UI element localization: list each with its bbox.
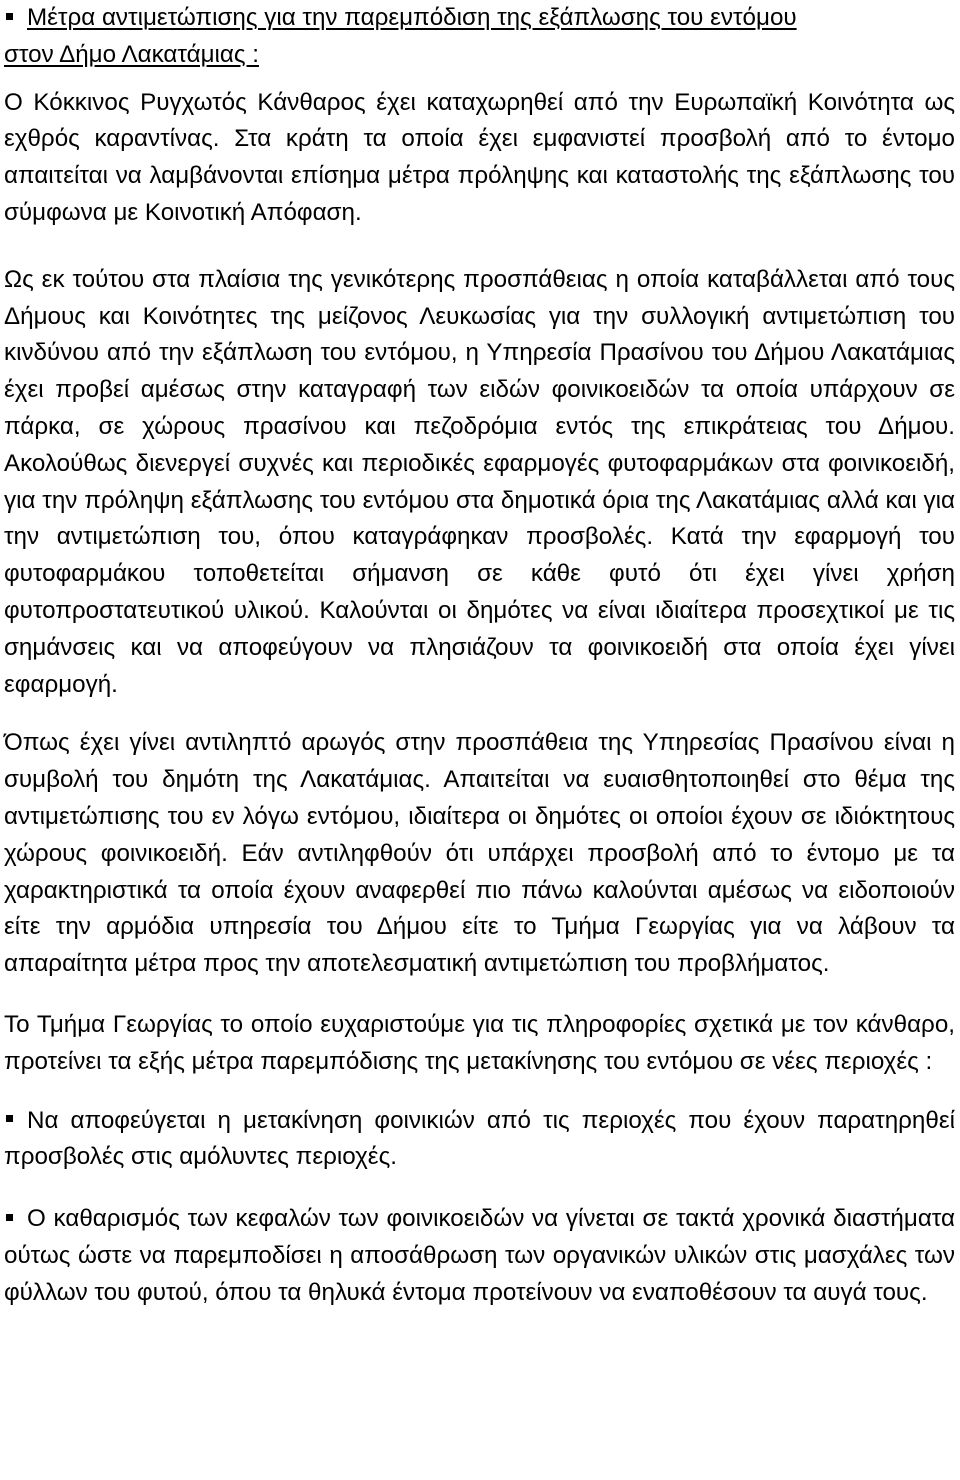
paragraph-green-service-actions: Ως εκ τούτου στα πλαίσια της γενικότερης προσπάθειας η οποία καταβάλλεται από τους Δήμους και Κοινότητες της μείζονος Λευκωσίας για την συλλογική αντιμετώπιση του κινδύνου από την εξάπλωση του εντόμου, η Υπηρεσία Πρασίνου του Δήμου Λακατάμιας έχει προβεί αμέσως στην καταγραφή των ειδών φοινικοειδών τα οποία υπάρχουν σε πάρκα, σε χώρους πρασίνου και πεζοδρόμια εντός της επικράτειας του Δήμου. Ακολούθως διενεργεί συχνές και περιοδικές εφαρμογές φυτοφαρμάκων στα φοινικοειδή, για την πρόληψη εξάπλωσης του εντόμου στα δημοτικά όρια της Λακατάμιας αλλά και για την αντιμετώπιση του, όπου καταγράφηκαν προσβολές. Κατά την εφαρμογή του φυτοφαρμάκου τοποθετείται σήμανση σε κάθε φυτό ότι έχει γίνει χρήση φυτοπροστατευτικού υλικού. Καλούνται οι δημότες να είναι ιδιαίτερα προσεχτικοί με τις σημάνσεις και να αποφεύγουν να πλησιάζουν τα φοινικοειδή στα οποία έχει γίνει εφαρμογή. — [4, 265, 955, 698]
square-bullet-icon — [6, 1214, 13, 1221]
bullet-item — [4, 1201, 955, 1311]
document-page — [4, 0, 955, 1312]
bullet-item-text: Ο καθαρισμός των κεφαλών των φοινικοειδών να γίνεται σε τακτά χρονικά διαστήματα ούτως ώστε να παρεμποδίσει η αποσάθρωση των οργανικών υλικών στις μασχάλες των φύλλων του φυτού, όπου τα θηλυκά έντομα προτείνουν να εναποθέσουν τα αυγά τους. — [4, 1205, 955, 1306]
bullet-item — [4, 1103, 955, 1177]
paragraph-quarantine-status: Ο Κόκκινος Ρυγχωτός Κάνθαρος έχει καταχωρηθεί από την Ευρωπαϊκή Κοινότητα ως εχθρός καραντίνας. Στα κράτη τα οποία έχει εμφανιστεί προσβολή από το έντομο απαιτείται να λαμβάνονται επίσημα μέτρα πρόληψης και καταστολής της εξάπλωσης του σύμφωνα με Κοινοτική Απόφαση. — [4, 88, 955, 226]
section-heading-line-1: Μέτρα αντιμετώπισης για την παρεμπόδιση της εξάπλωσης του εντόμου — [27, 4, 797, 31]
section-heading-line-2: στον Δήμο Λακατάμιας : — [4, 40, 259, 68]
square-bullet-icon — [6, 1115, 13, 1122]
section-heading-block — [4, 0, 955, 74]
bullet-item-text: Να αποφεύγεται η μετακίνηση φοινικιών από τις περιοχές που έχουν παρατηρηθεί προσβολές στις αμόλυντες περιοχές. — [4, 1106, 955, 1171]
paragraph-agriculture-dept: Το Τμήμα Γεωργίας το οποίο ευχαριστούμε για τις πληροφορίες σχετικά με τον κάνθαρο, προτείνει τα εξής μέτρα παρεμπόδισης της μετακίνησης του εντόμου σε νέες περιοχές : — [4, 1010, 955, 1075]
square-bullet-icon — [6, 13, 13, 20]
paragraph-citizen-role: Όπως έχει γίνει αντιληπτό αρωγός στην προσπάθεια της Υπηρεσίας Πρασίνου είναι η συμβολή του δημότη της Λακατάμιας. Απαιτείται να ευαισθητοποιηθεί στο θέμα της αντιμετώπισης του εν λόγω εντόμου, ιδιαίτερα οι δημότες οι οποίοι έχουν σε ιδιόκτητους χώρους φοινικοειδή. Εάν αντιληφθούν ότι υπάρχει προσβολή από το έντομο με τα χαρακτηριστικά τα οποία έχουν αναφερθεί πιο πάνω καλούνται αμέσως να ειδοποιούν είτε την αρμόδια υπηρεσία του Δήμου είτε το Τμήμα Γεωργίας για να λάβουν τα απαραίτητα μέτρα προς την αποτελεσματική αντιμετώπιση του προβλήματος. — [4, 729, 955, 978]
